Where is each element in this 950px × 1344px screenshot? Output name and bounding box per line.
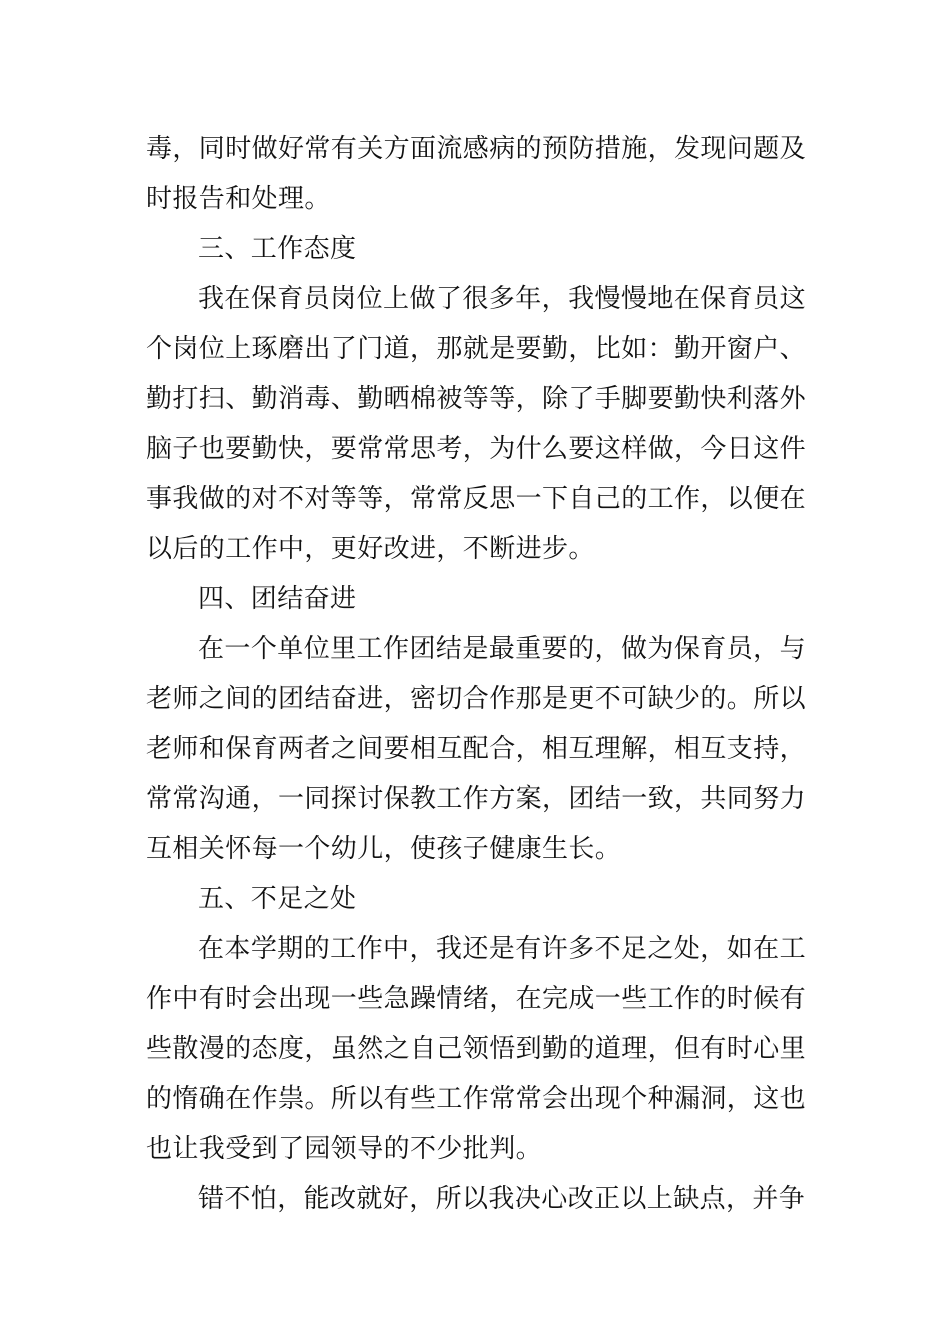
paragraph-unity: 在一个单位里工作团结是最重要的，做为保育员，与老师之间的团结奋进，密切合作那是更不可缺少的。所以老师和保育两者之间要相互配合，相互理解，相互支持，常常沟通，一同探讨保教工作方案，团结一致，共同努力互相关怀每一个幼儿，使孩子健康生长。 [146,634,807,864]
section-heading-work-attitude: 三、工作态度 [198,234,357,264]
paragraph-shortcomings: 在本学期的工作中，我还是有许多不足之处，如在工作中有时会出现一些急躁情绪，在完成一些工作的时候有些散漫的态度，虽然之自己领悟到勤的道理，但有时心里的惰确在作祟。所以有些工作常常会出现个种漏洞，这也也让我受到了园领导的不少批判。 [146,934,807,1164]
paragraph-continuation: 毒，同时做好常有关方面流感病的预防措施，发现问题及时报告和处理。 [146,134,807,214]
section-heading-unity: 四、团结奋进 [198,584,357,614]
paragraph-work-attitude: 我在保育员岗位上做了很多年，我慢慢地在保育员这个岗位上琢磨出了门道，那就是要勤，比如：勤开窗户、勤打扫、勤消毒、勤晒棉被等等，除了手脚要勤快利落外脑子也要勤快，要常常思考，为什么要这样做，今日这件事我做的对不对等等，常常反思一下自己的工作，以便在以后的工作中，更好改进，不断进步。 [146,284,807,564]
document-page [146,124,806,1224]
section-heading-shortcomings: 五、不足之处 [198,884,357,914]
paragraph-resolution: 错不怕，能改就好，所以我决心改正以上缺点，并争 [198,1184,806,1214]
